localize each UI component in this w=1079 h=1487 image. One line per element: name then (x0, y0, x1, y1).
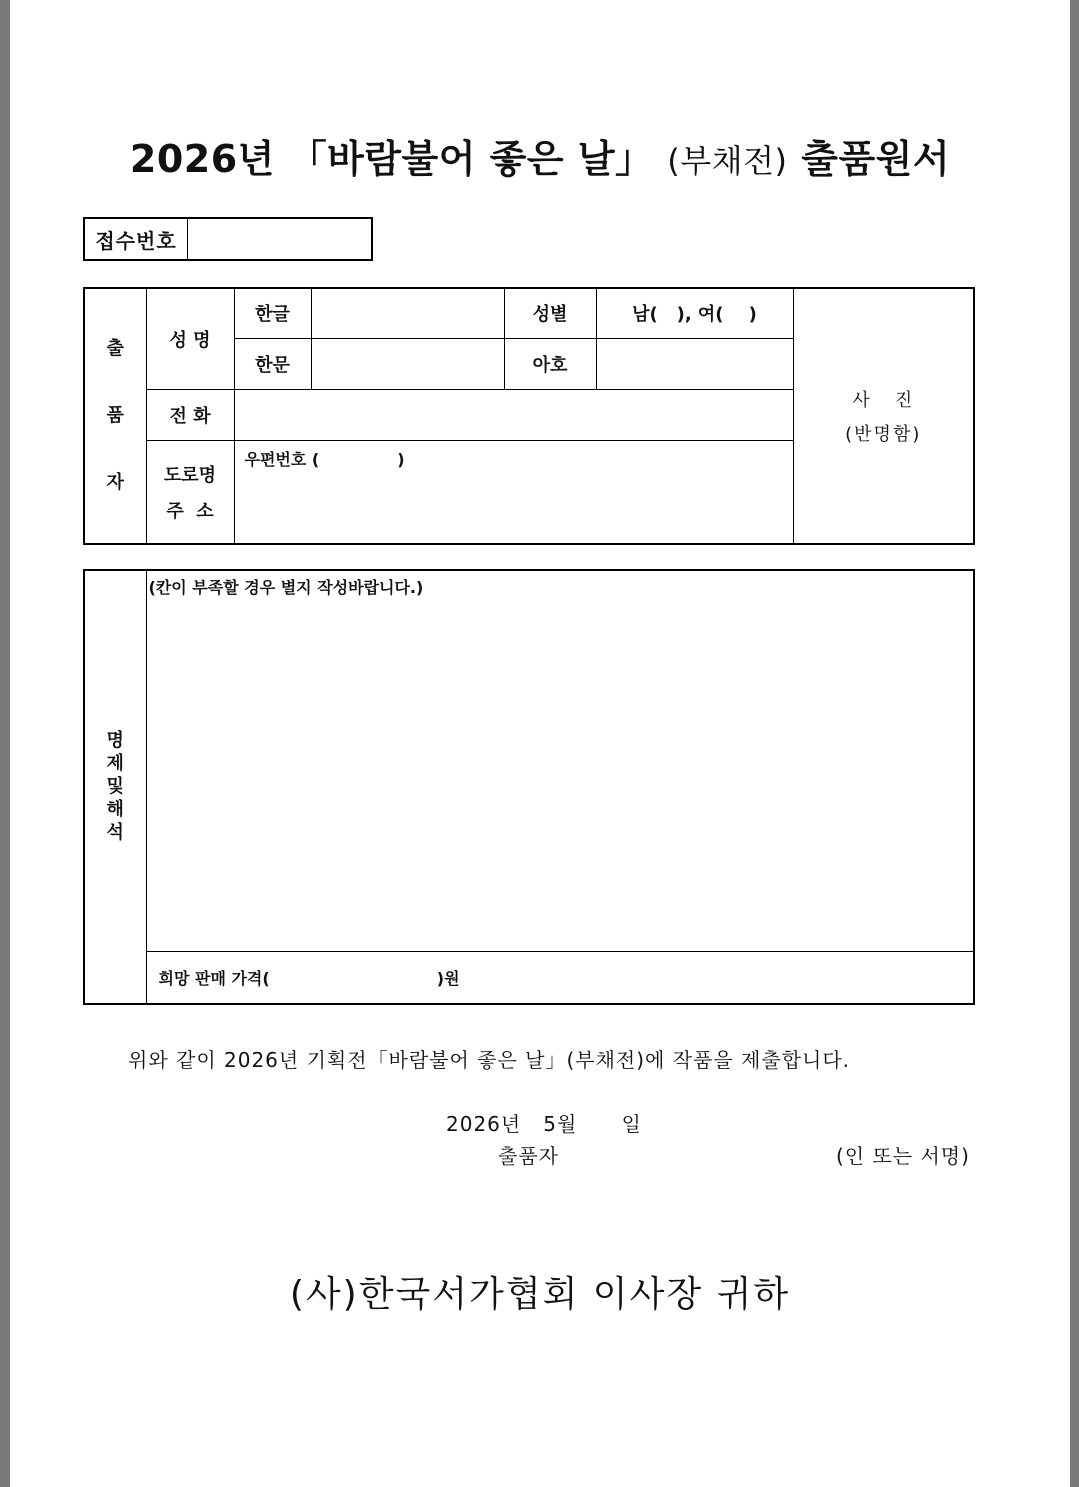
photo-box (793, 288, 974, 544)
hanmun-label: 한문 (234, 338, 311, 389)
phone-field[interactable] (234, 389, 793, 440)
work-section-label (84, 570, 146, 1004)
applicant-label: 출품자 (498, 1144, 559, 1168)
phone-label: 전 화 (146, 389, 234, 440)
address-label (146, 440, 234, 544)
photo-label: 사 진 (852, 390, 915, 411)
price-label: 희망 판매 가격( )원 (158, 968, 460, 988)
page-title (10, 128, 1070, 183)
application-form-page (10, 0, 1070, 1487)
price-row[interactable] (146, 951, 974, 1004)
seal-signature-label: (인 또는 서명) (836, 1144, 970, 1168)
work-char-4: 해 (106, 799, 124, 820)
title-sub: (부채전) (667, 142, 788, 180)
address-label-line1: 도로명 (163, 464, 217, 486)
receipt-number-field[interactable] (188, 219, 371, 259)
receipt-number-box (83, 217, 373, 261)
work-char-2: 제 (106, 753, 124, 774)
exhibitor-char-1: 출 (106, 338, 124, 360)
addressee: (사)한국서가협회 이사장 귀하 (289, 1274, 791, 1315)
postal-code-label: 우편번호 ( ) (244, 449, 405, 469)
gender-field[interactable]: 남( ), 여( ) (596, 288, 793, 338)
exhibitor-info-table (83, 287, 975, 545)
gender-label: 성별 (504, 288, 596, 338)
work-char-3: 및 (106, 776, 124, 797)
receipt-number-label: 접수번호 (85, 219, 188, 259)
exhibitor-char-2: 품 (106, 404, 124, 426)
pen-name-field[interactable] (596, 338, 793, 389)
pen-name-label: 아호 (504, 338, 596, 389)
address-label-line2: 주 소 (166, 500, 214, 522)
address-field[interactable] (234, 440, 793, 544)
work-note: (칸이 부족할 경우 별지 작성바랍니다.) (148, 578, 424, 597)
work-description-field[interactable] (146, 570, 974, 951)
date-line: 2026년 5월 일 (446, 1112, 642, 1136)
exhibitor-char-3: 자 (106, 471, 124, 493)
work-char-5: 석 (106, 822, 124, 843)
title-main: 2026년 「바람불어 좋은 날」 (129, 137, 654, 181)
hangul-label: 한글 (234, 288, 311, 338)
exhibitor-section-label (84, 288, 146, 544)
work-char-1: 명 (106, 730, 124, 751)
hanmun-name-field[interactable] (311, 338, 504, 389)
work-description-table (83, 569, 975, 1005)
name-label: 성 명 (146, 288, 234, 389)
photo-size-label: (반명함) (845, 424, 922, 445)
title-tail: 출품원서 (801, 137, 951, 181)
hangul-name-field[interactable] (311, 288, 504, 338)
statement-text: 위와 같이 2026년 기획전「바람불어 좋은 날」(부채전)에 작품을 제출합니다. (128, 1048, 851, 1072)
